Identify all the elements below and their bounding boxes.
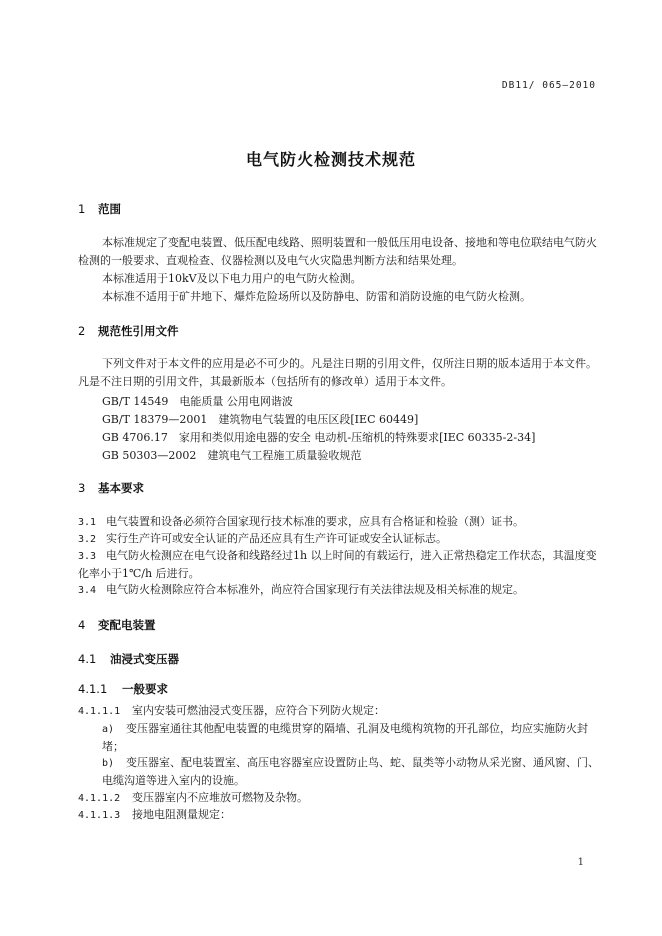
reference-item: GB 4706.17 家用和类似用途电器的安全 电动机-压缩机的特殊要求[IEC 60335-2-34] (102, 431, 536, 444)
references-intro: 下列文件对于本文件的应用是必不可少的。凡是注日期的引用文件，仅所注日期的版本适用于本文件。凡是不注日期的引用文件，其最新版本（包括所有的修改单）适用于本文件。 (78, 357, 597, 388)
subsection-title: 油浸式变压器 (110, 652, 179, 666)
clause-4-1-1-1 (78, 702, 600, 720)
sub-item-label: b) (102, 758, 115, 769)
scope-paragraph-1: 本标准规定了变配电装置、低压配电线路、照明装置和一般低压用电设备、接地和等电位联结电气防火检测的一般要求、直观检查、仪器检测以及电气火灾隐患判断方法和结果处理。 (78, 236, 597, 267)
item-number: 3.1 (78, 517, 97, 528)
section-3-heading (78, 480, 144, 496)
clause-sub-item-b (102, 754, 600, 789)
requirement-item (78, 547, 600, 582)
section-number: 3 (78, 481, 86, 495)
subsection-number: 4.1 (78, 652, 97, 666)
section-2-heading (78, 323, 179, 339)
section-number: 1 (78, 202, 86, 216)
subsection-number: 4.1.1 (78, 682, 108, 696)
section-number: 4 (78, 618, 86, 632)
clause-number: 4.1.1.3 (78, 810, 121, 821)
section-title: 范围 (98, 202, 121, 216)
clause-4-1-1-3 (78, 806, 600, 824)
sub-item-label: a) (102, 724, 115, 735)
clause-text: 室内安装可燃油浸式变压器，应符合下列防火规定： (132, 704, 385, 717)
requirement-item (78, 530, 600, 548)
scope-paragraph-2: 本标准适用于10kV及以下电力用户的电气防火检测。 (102, 272, 362, 285)
reference-item: GB/T 18379—2001 建筑物电气装置的电压区段[IEC 60449] (102, 413, 419, 426)
clause-4-1-1-2 (78, 789, 600, 807)
section-1-heading (78, 201, 121, 217)
section-number: 2 (78, 324, 86, 338)
reference-item: GB/T 14549 电能质量 公用电网谐波 (102, 395, 293, 408)
clause-number: 4.1.1.2 (78, 793, 121, 804)
section-title: 规范性引用文件 (98, 324, 179, 338)
section-4-heading (78, 617, 156, 633)
section-title: 基本要求 (98, 481, 144, 495)
section-title: 变配电装置 (98, 618, 156, 632)
clause-sub-item-a (102, 720, 600, 755)
document-title: 电气防火检测技术规范 (245, 150, 416, 169)
item-text: 电气装置和设备必须符合国家现行技术标准的要求，应具有合格证和检验（测）证书。 (106, 515, 524, 528)
scope-paragraph-3: 本标准不适用于矿井地下、爆炸危险场所以及防静电、防雷和消防设施的电气防火检测。 (102, 290, 531, 303)
subsection-4-1-heading (78, 651, 179, 667)
document-code: DB11/ 065—2010 (501, 80, 596, 91)
requirement-item (78, 581, 600, 599)
subsection-title: 一般要求 (122, 682, 168, 696)
subsection-4-1-1-heading (78, 681, 168, 697)
clause-number: 4.1.1.1 (78, 706, 121, 717)
item-text: 电气防火检测应在电气设备和线路经过1h 以上时间的有载运行，进入正常热稳定工作状态，其温度变化率小于1℃/h 后进行。 (78, 549, 597, 580)
item-number: 3.3 (78, 551, 97, 562)
item-text: 电气防火检测除应符合本标准外，尚应符合国家现行有关法律法规及相关标准的规定。 (106, 583, 524, 596)
page-number: 1 (577, 857, 584, 868)
item-number: 3.4 (78, 585, 97, 596)
sub-item-text: 变压器室、配电装置室、高压电容器室应设置防止鸟、蛇、鼠类等小动物从采光窗、通风窗、门、电缆沟道等进入室内的设施。 (102, 756, 599, 787)
requirement-item (78, 513, 600, 531)
item-text: 实行生产许可或安全认证的产品还应具有生产许可证或安全认证标志。 (106, 532, 447, 545)
reference-item: GB 50303—2002 建筑电气工程施工质量验收规范 (102, 449, 362, 462)
item-number: 3.2 (78, 534, 97, 545)
sub-item-text: 变压器室通往其他配电装置的电缆贯穿的隔墙、孔洞及电缆构筑物的开孔部位，均应实施防火封堵； (102, 722, 588, 753)
clause-text: 变压器室内不应堆放可燃物及杂物。 (132, 791, 308, 804)
clause-text: 接地电阻测量规定： (132, 808, 231, 821)
